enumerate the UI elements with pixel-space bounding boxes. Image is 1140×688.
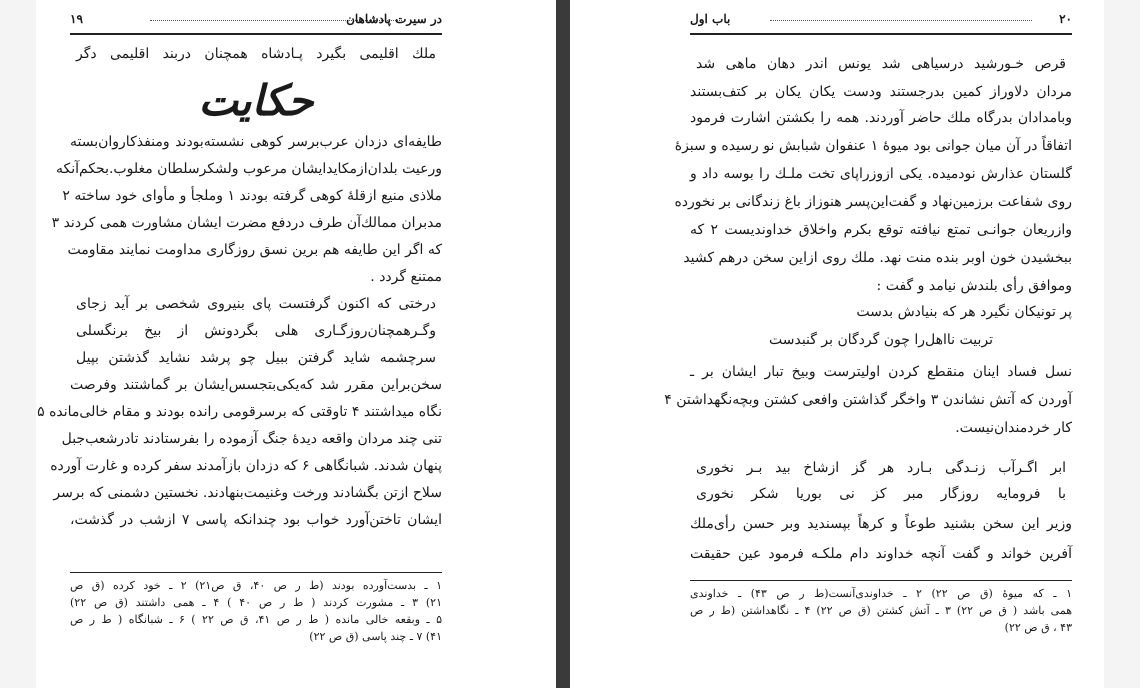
right-margin	[1104, 0, 1140, 688]
text-line: وزير اين سخن بشنيد طوعاً و كرهاً بپسنديد وبر حسن رأی‌ملك	[690, 516, 1072, 532]
text-line: وازريعان جوانـی تمتع نيافته توقع بكرم واخلاق خداوندیست ۲ كه	[690, 222, 1073, 238]
right-page	[664, 0, 1073, 688]
footnote-line: همی باشد ( ق ص ۲۲) ۳ ـ آتش كشتن (ق ص ۲۲) ۴ ـ نگاهداشتن (ط ر ص	[690, 604, 1073, 617]
text-line: تنی چند مردان واقعه ديدهٔ جنگ آزموده را بفرستادند تادرشعب‌جبل	[61, 431, 442, 447]
text-line: وبامدادان بدرگاه ملك حاضر آوردند. همه را بكشتن اشارت فرمود	[690, 110, 1072, 126]
text-line: ببخشيدن خون اوبر بنده منت نهد. ملك روی ازاين سخن درهم كشيد	[683, 250, 1072, 266]
text-line: ورعيت بلدان‌ازمكايدايشان مرعوب ولشكرسلطان مغلوب.بحكم‌آنكه	[55, 161, 442, 177]
page-number: ۱۹	[70, 12, 83, 26]
text-line: ابر اگـرآب زنـدگی بـارد هر گز ازشاخ بيد بـر نخوری	[696, 460, 1066, 476]
text-line: آفرين خواند و گفت آنچه خداوند دام ملكـه فرمود عين حقيقت	[690, 546, 1072, 562]
text-line: ملاذی منيع ازقلهٔ كوهی گرفته بودند ۱ وملجأ و مأوای خود ساخته ۲	[62, 188, 442, 204]
text-line: گلستان عذارش نودميده. يكی ازوزراپای تخت ملـك را بوسه داد و	[690, 166, 1072, 182]
left-page-header	[70, 12, 442, 30]
text-line: طايفه‌ای دزدان عرب‌برسر كوهی نشسته‌بودند ومنفذكاروان‌بسته	[70, 134, 442, 150]
footnote-line: ۴۳ ، ق ص ۲۲)	[1004, 621, 1072, 634]
footnote-rule	[70, 572, 442, 573]
running-title: در سیرت پادشاهان	[346, 12, 442, 26]
text-line: آوردن كه آتش نشاندن ۳ واخگر گذاشتن وافعی كشتن وبچه‌نگهداشتن ۴	[664, 392, 1072, 408]
text-line: روی شفاعت برزمين‌نهاد و گفت‌اين‌پسر هنوزاز باغ زندگانی بر نخورده	[674, 194, 1072, 210]
text-line: ايشان تاختن‌آورد خواب بود چندانكه پاسی ۷ ازشب در گذشت،	[70, 512, 442, 528]
text-line: نسل فساد اينان منقطع كردن اوليترست وبيخ تبار ايشان بر ـ	[690, 364, 1072, 380]
header-rule	[70, 33, 442, 35]
text-line: كه اگر اين طايفه هم برين نسق روزگاری مداومت نمايند مقاومت	[67, 242, 442, 258]
text-line: سخن‌براين مقرر شد كه‌يكی‌بتجسس‌ايشان بر گماشتند وفرصت	[70, 377, 442, 393]
text-line: ممتنع گردد .	[370, 269, 442, 285]
text-line: تربيت نااهل‌را چون گردگان بر گنبدست	[769, 332, 993, 348]
book-spine	[556, 0, 570, 688]
text-line: پر تونيكان نگيرد هر كه بنيادش بدست	[856, 304, 1072, 320]
footnote-line: ۴۱) ۷ ـ چند پاسی (ق ص ۲۲)	[309, 630, 442, 643]
text-line: اتفاقاً در آن ميان جوانی بود ميوهٔ ۱ عنفوان شبابش نو رسيده و سبزهٔ	[674, 138, 1072, 154]
text-line: درختی كه اكنون گرفتست پای بنيروی شخصی بر آيد زجای	[76, 296, 436, 312]
text-line: سلاح ازتن بگشادند ورخت وغنيمت‌بنهادند. نخستين دشمنی كه برسر	[53, 485, 442, 501]
text-line: ملك اقليمی بگيرد پـادشاه همچنان دربند اقليمی دگر	[76, 46, 436, 62]
text-line: وموافق رأی بلندش نيامد و گفت :	[876, 278, 1072, 294]
footnote-line: ۲۱) ۳ ـ مشورت كردند ( ط ر ص ۴۰ ) ۴ ـ همی داشتند (ق ص ۲۲)	[70, 596, 442, 609]
footnote-rule	[690, 580, 1072, 581]
footnote-line: ۱ ـ بدست‌آورده بودند (ط ر ص ۴۰، ق ص۲۱) ۲ ـ خود كرده (ق ص	[70, 579, 442, 592]
text-line: سرچشمه شايد گرفتن ببيل چو پرشد نشايد گذشتن بپيل	[76, 350, 436, 366]
text-line: مدبران ممالك‌آن طرف دردفع مضرت ايشان مشاورت همی كردند ۳	[51, 215, 442, 231]
left-margin	[0, 0, 36, 688]
text-line: وگـرهمچنان‌روزگـاری هلی بگردونش از بيخ برنگسلی	[76, 323, 436, 339]
left-page	[37, 0, 442, 688]
text-line: كار خردمندان‌نيست.	[955, 420, 1072, 436]
header-leader-dots	[770, 20, 1032, 21]
text-line: قرص خـورشيد درسياهی شد يونس اندر دهان ماهی شد	[696, 56, 1066, 72]
header-rule	[690, 33, 1072, 35]
text-line: نگاه ميداشتند ۴ تاوقتی كه برسرقومی رانده بودند و مقام خالی‌مانده ۵	[37, 404, 442, 420]
text-line: پنهان شدند. شبانگاهی ۶ كه دزدان بازآمدند سفر كرده و غارت آورده	[50, 458, 442, 474]
text-line: با فرومايه روزگار مبر كز نی بوريا شكر نخوری	[696, 486, 1066, 502]
text-line: مردان دلاوراز كمين بدرجستند ودست يكان يكان بر كتف‌بستند	[690, 84, 1072, 100]
footnote-line: ۱ ـ كه ميوهٔ (ق ص ۲۲) ۲ ـ خداوندی‌آنست(ط ر ص ۴۳) ـ خداوندی	[690, 587, 1072, 600]
section-heading: حكايت	[198, 76, 314, 125]
footnote-line: ۵ ـ وبقعه خالی مانده ( ط ر ص ۴۱، ق ص ۲۲ ) ۶ ـ شبانگاه ( ط ر ص	[70, 613, 442, 626]
right-page-header	[690, 12, 1072, 30]
running-title: باب اول	[690, 12, 731, 26]
page-number: ۲۰	[1059, 12, 1072, 26]
